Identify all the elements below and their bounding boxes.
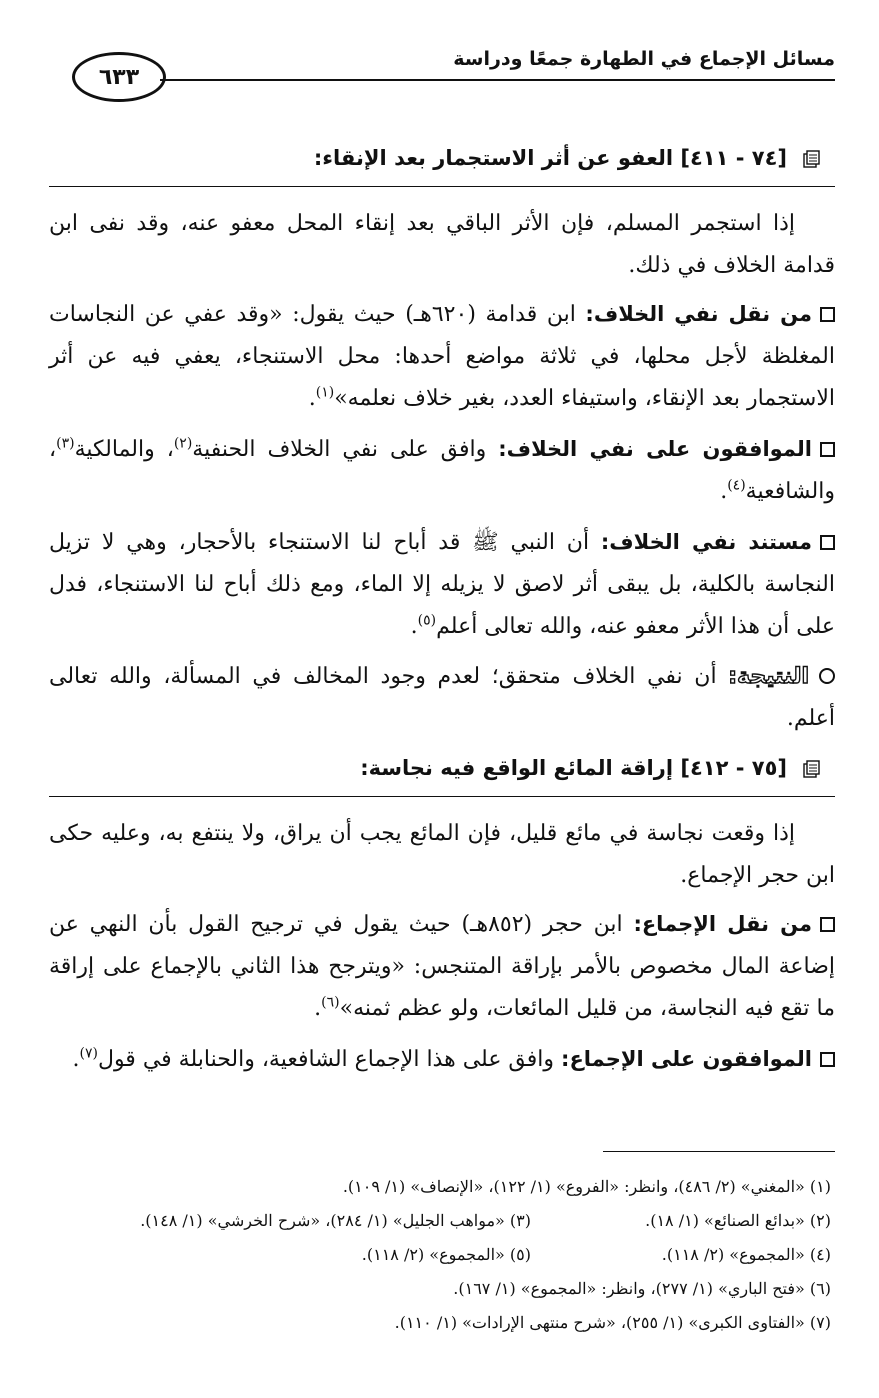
footnote-ref: (٧) [79,1045,98,1062]
result-label: النتيجة: [728,664,810,689]
naql-text: ابن قدامة (٦٢٠هـ) حيث يقول: «وقد عفي عن النجاسات المغلظة لأجل محلها، في ثلاثة مواضع أحدها: محل الاستنجاء، يعفي فيه عن أثر الاستجمار بعد الإنقاء، واستيفاء العدد، بغير خلاف نعلمه» [49,302,835,411]
result-text: أن نفي الخلاف متحقق؛ لعدم وجود المخالف في المسألة، والله تعالى أعلم. [49,664,835,731]
mustanad-block: مستند نفي الخلاف: أن النبي ﷺ قد أباح لنا الاستنجاء بالأحجار، وهي لا تزيل النجاسة بالكلية، بل يبقى أثر لاصق لا يزيله إلا الماء، ومع ذلك أباح لنا الاستنجاء، فدل على أن هذا الأثر معفو عنه، والله تعالى أعلم$^{(٥)}$. [49,530,835,639]
footnote [41,1238,831,1272]
footnote-ref: (٢) [173,435,193,452]
naql-label: من نقل الإجماع: [633,912,812,936]
section-title: [٧٥ - ٤١٢] إراقة المائع الواقع فيه نجاسة: [360,756,787,780]
muwafiq-text: وافق على هذا الإجماع الشافعية، والحنابلة في قول [97,1047,555,1072]
footnote-text: (٥) «المجموع» (٢/ ١١٨). [361,1245,531,1264]
footnote [41,1204,831,1238]
muwafiq-block: الموافقون على الإجماع: وافق على هذا الإجماع الشافعية، والحنابلة في قول$^{(٧)}$. [49,1038,835,1081]
main-text [49,140,835,1089]
footnote-ref: (٦) [321,994,340,1011]
mustanad-label: مستند نفي الخلاف: [600,530,813,554]
footnote-text: (٧) «الفتاوى الكبرى» (١/ ٢٥٥)، «شرح منتهى الإرادات» (١/ ١١٠). [394,1313,831,1332]
square-bullet-icon [820,442,835,457]
book-icon [803,150,823,168]
section-intro: إذا استجمر المسلم، فإن الأثر الباقي بعد إنقاء المحل معفو عنه، وقد نفى ابن قدامة الخلاف في ذلك. [49,211,835,278]
page-number: ٦٣٣ [72,52,166,102]
muwafiq-text: وافق على نفي الخلاف الحنفية [192,437,487,462]
square-bullet-icon [820,917,835,932]
section-title: [٧٤ - ٤١١] العفو عن أثر الاستجمار بعد الإنقاء: [313,146,787,170]
square-bullet-icon [820,307,835,322]
naql-label: من نقل نفي الخلاف: [585,302,812,326]
header-rule [160,79,835,81]
muwafiq-block: الموافقون على نفي الخلاف: وافق على نفي الخلاف الحنفية$^{(٢)}$، والمالكية$^{(٣)}$، والشافعية$^{(٤)}$. [49,435,835,504]
naql-block: من نقل الإجماع: ابن حجر (٨٥٢هـ) حيث يقول في ترجيح القول بأن النهي عن إضاعة المال مخصوص بالأمر بإراقة المتنجس: «ويترجح هذا الثاني بالإجماع على إراقة ما تقع فيه النجاسة، من قليل المائعات، ولو عظم ثمنه»$^{(٦)}$. [49,912,835,1021]
footnote-text: (٣) «مواهب الجليل» (١/ ٢٨٤)، «شرح الخرشي» (١/ ١٤٨). [140,1211,531,1230]
section-intro: إذا وقعت نجاسة في مائع قليل، فإن المائع يجب أن يراق، ولا ينتفع به، وعليه حكى ابن حجر الإجماع. [49,821,835,888]
footnote-ref: (١) [315,384,335,401]
square-bullet-icon [820,535,835,550]
muwafiq-label: الموافقون على نفي الخلاف: [498,437,813,461]
footnote-ref: (٤) [727,477,746,494]
footnote-text: (٢) «بدائع الصنائع» (١/ ١٨). [645,1211,831,1230]
book-icon [803,760,823,778]
circle-bullet-icon [819,668,835,684]
naql-text: ابن حجر (٨٥٢هـ) حيث يقول في ترجيح القول بأن النهي عن إضاعة المال مخصوص بالأمر بإراقة المتنجس: «ويترجح هذا الثاني بالإجماع على إراقة ما تقع فيه النجاسة، من قليل المائعات، ولو عظم ثمنه» [49,912,835,1021]
running-header-title: مسائل الإجماع في الطهارة جمعًا ودراسة [453,48,835,70]
mustanad-text: أن النبي ﷺ قد أباح لنا الاستنجاء بالأحجار، وهي لا تزيل النجاسة بالكلية، بل يبقى أثر لاصق لا يزيله إلا الماء، ومع ذلك أباح لنا الاستنجاء، فدل على أن هذا الأثر معفو عنه، والله تعالى أعلم [49,530,835,639]
result-block [49,656,835,740]
footnote [41,1170,831,1204]
footnote-text: (١) «المغني» (٢/ ٤٨٦)، وانظر: «الفروع» (١/ ١٢٢)، «الإنصاف» (١/ ١٠٩). [342,1177,831,1196]
section-rule [49,796,835,797]
footnote-rule [603,1151,835,1152]
footnote [41,1306,831,1340]
footnote-ref: (٣) [56,435,75,452]
footnote-text: (٤) «المجموع» (٢/ ١١٨). [661,1245,831,1264]
footnotes [41,1170,831,1340]
muwafiq-label: الموافقون على الإجماع: [561,1047,812,1071]
section-rule [49,186,835,187]
muwafiq-text: ، والمالكية [74,437,174,462]
footnote-text: (٦) «فتح الباري» (١/ ٢٧٧)، وانظر: «المجموع» (١/ ١٦٧). [453,1279,831,1298]
section-heading-75 [49,750,835,786]
footnote-ref: (٥) [417,612,437,629]
square-bullet-icon [820,1052,835,1067]
naql-block: من نقل نفي الخلاف: ابن قدامة (٦٢٠هـ) حيث يقول: «وقد عفي عن النجاسات المغلظة لأجل محلها، في ثلاثة مواضع أحدها: محل الاستنجاء، يعفي فيه عن أثر الاستجمار بعد الإنقاء، واستيفاء العدد، بغير خلاف نعلمه»$^{(١)}$. [49,302,835,411]
section-heading-74 [49,140,835,176]
muwafiq-text: ، والشافعية [49,437,835,504]
footnote [41,1272,831,1306]
